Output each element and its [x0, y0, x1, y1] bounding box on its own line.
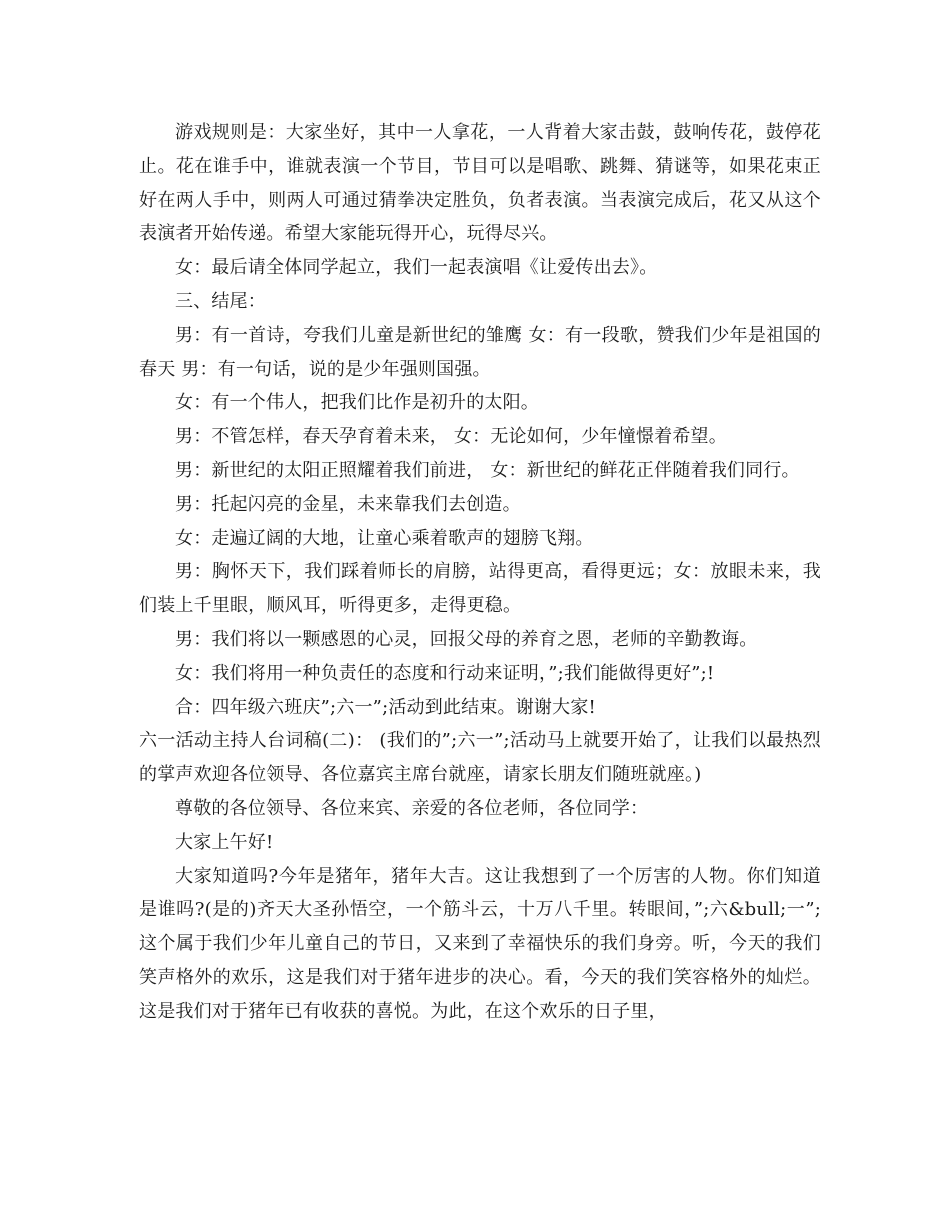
paragraph-opening-speech: 大家知道吗?今年是猪年，猪年大吉。这让我想到了一个厉害的人物。你们知道是谁吗?(是的)齐天大圣孙悟空，一个筋斗云，十万八千里。转眼间，”;六&bull;一”;这个属于我们少年儿童自己的节日，又来到了幸福快乐的我们身旁。听，今天的我们笑声格外的欢乐，这是我们对于猪年进步的决心。看，今天的我们笑容格外的灿烂。这是我们对于猪年已有收获的喜悦。为此，在这个欢乐的日子里， [139, 865, 821, 1022]
paragraph-dialogue: 女：我们将用一种负责任的态度和行动来证明，”;我们能做得更好”;! [175, 662, 715, 684]
paragraph-female-sing: 女：最后请全体同学起立，我们一起表演唱《让爱传出去》。 [175, 257, 658, 279]
paragraph-salutation: 尊敬的各位领导、各位来宾、亲爱的各位老师，各位同学： [175, 797, 649, 819]
paragraph-dialogue: 男：我们将以一颗感恩的心灵，回报父母的养育之恩，老师的辛勤教诲。 [175, 628, 758, 650]
section-heading-ending: 三、结尾： [175, 290, 266, 312]
paragraph-dialogue: 男：有一首诗，夸我们儿童是新世纪的雏鹰 女：有一段歌，赞我们少年是祖国的春天 男：有一句话，说的是少年强则国强。 [139, 324, 821, 380]
paragraph-dialogue: 男：不管怎样，春天孕育着未来， 女：无论如何，少年憧憬着希望。 [175, 426, 727, 448]
paragraph-dialogue: 男：新世纪的太阳正照耀着我们前进， 女：新世纪的鲜花正伴随着我们同行。 [175, 459, 800, 481]
document-body [139, 116, 821, 1029]
paragraph-closing: 合：四年级六班庆”;六一”;活动到此结束。谢谢大家! [175, 696, 596, 718]
paragraph-greeting: 大家上午好! [175, 831, 274, 853]
paragraph-dialogue: 女：有一个伟人，把我们比作是初升的太阳。 [175, 392, 539, 414]
paragraph-dialogue: 女：走遍辽阔的大地，让童心乘着歌声的翅膀飞翔。 [175, 527, 594, 549]
section-title-script-two: 六一活动主持人台词稿(二)： (我们的”;六一”;活动马上就要开始了，让我们以最热烈的掌声欢迎各位领导、各位嘉宾主席台就座，请家长朋友们随班就座。) [139, 730, 821, 786]
paragraph-dialogue: 男：托起闪亮的金星，未来靠我们去创造。 [175, 493, 521, 515]
paragraph-game-rules: 游戏规则是：大家坐好，其中一人拿花，一人背着大家击鼓，鼓响传花，鼓停花止。花在谁手中，谁就表演一个节目，节目可以是唱歌、跳舞、猜谜等，如果花束正好在两人手中，则两人可通过猜拳决定胜负，负者表演。当表演完成后，花又从这个表演者开始传递。希望大家能玩得开心，玩得尽兴。 [139, 122, 821, 245]
paragraph-dialogue: 男：胸怀天下，我们踩着师长的肩膀，站得更高，看得更远；女：放眼未来，我们装上千里眼，顺风耳，听得更多，走得更稳。 [139, 561, 821, 617]
